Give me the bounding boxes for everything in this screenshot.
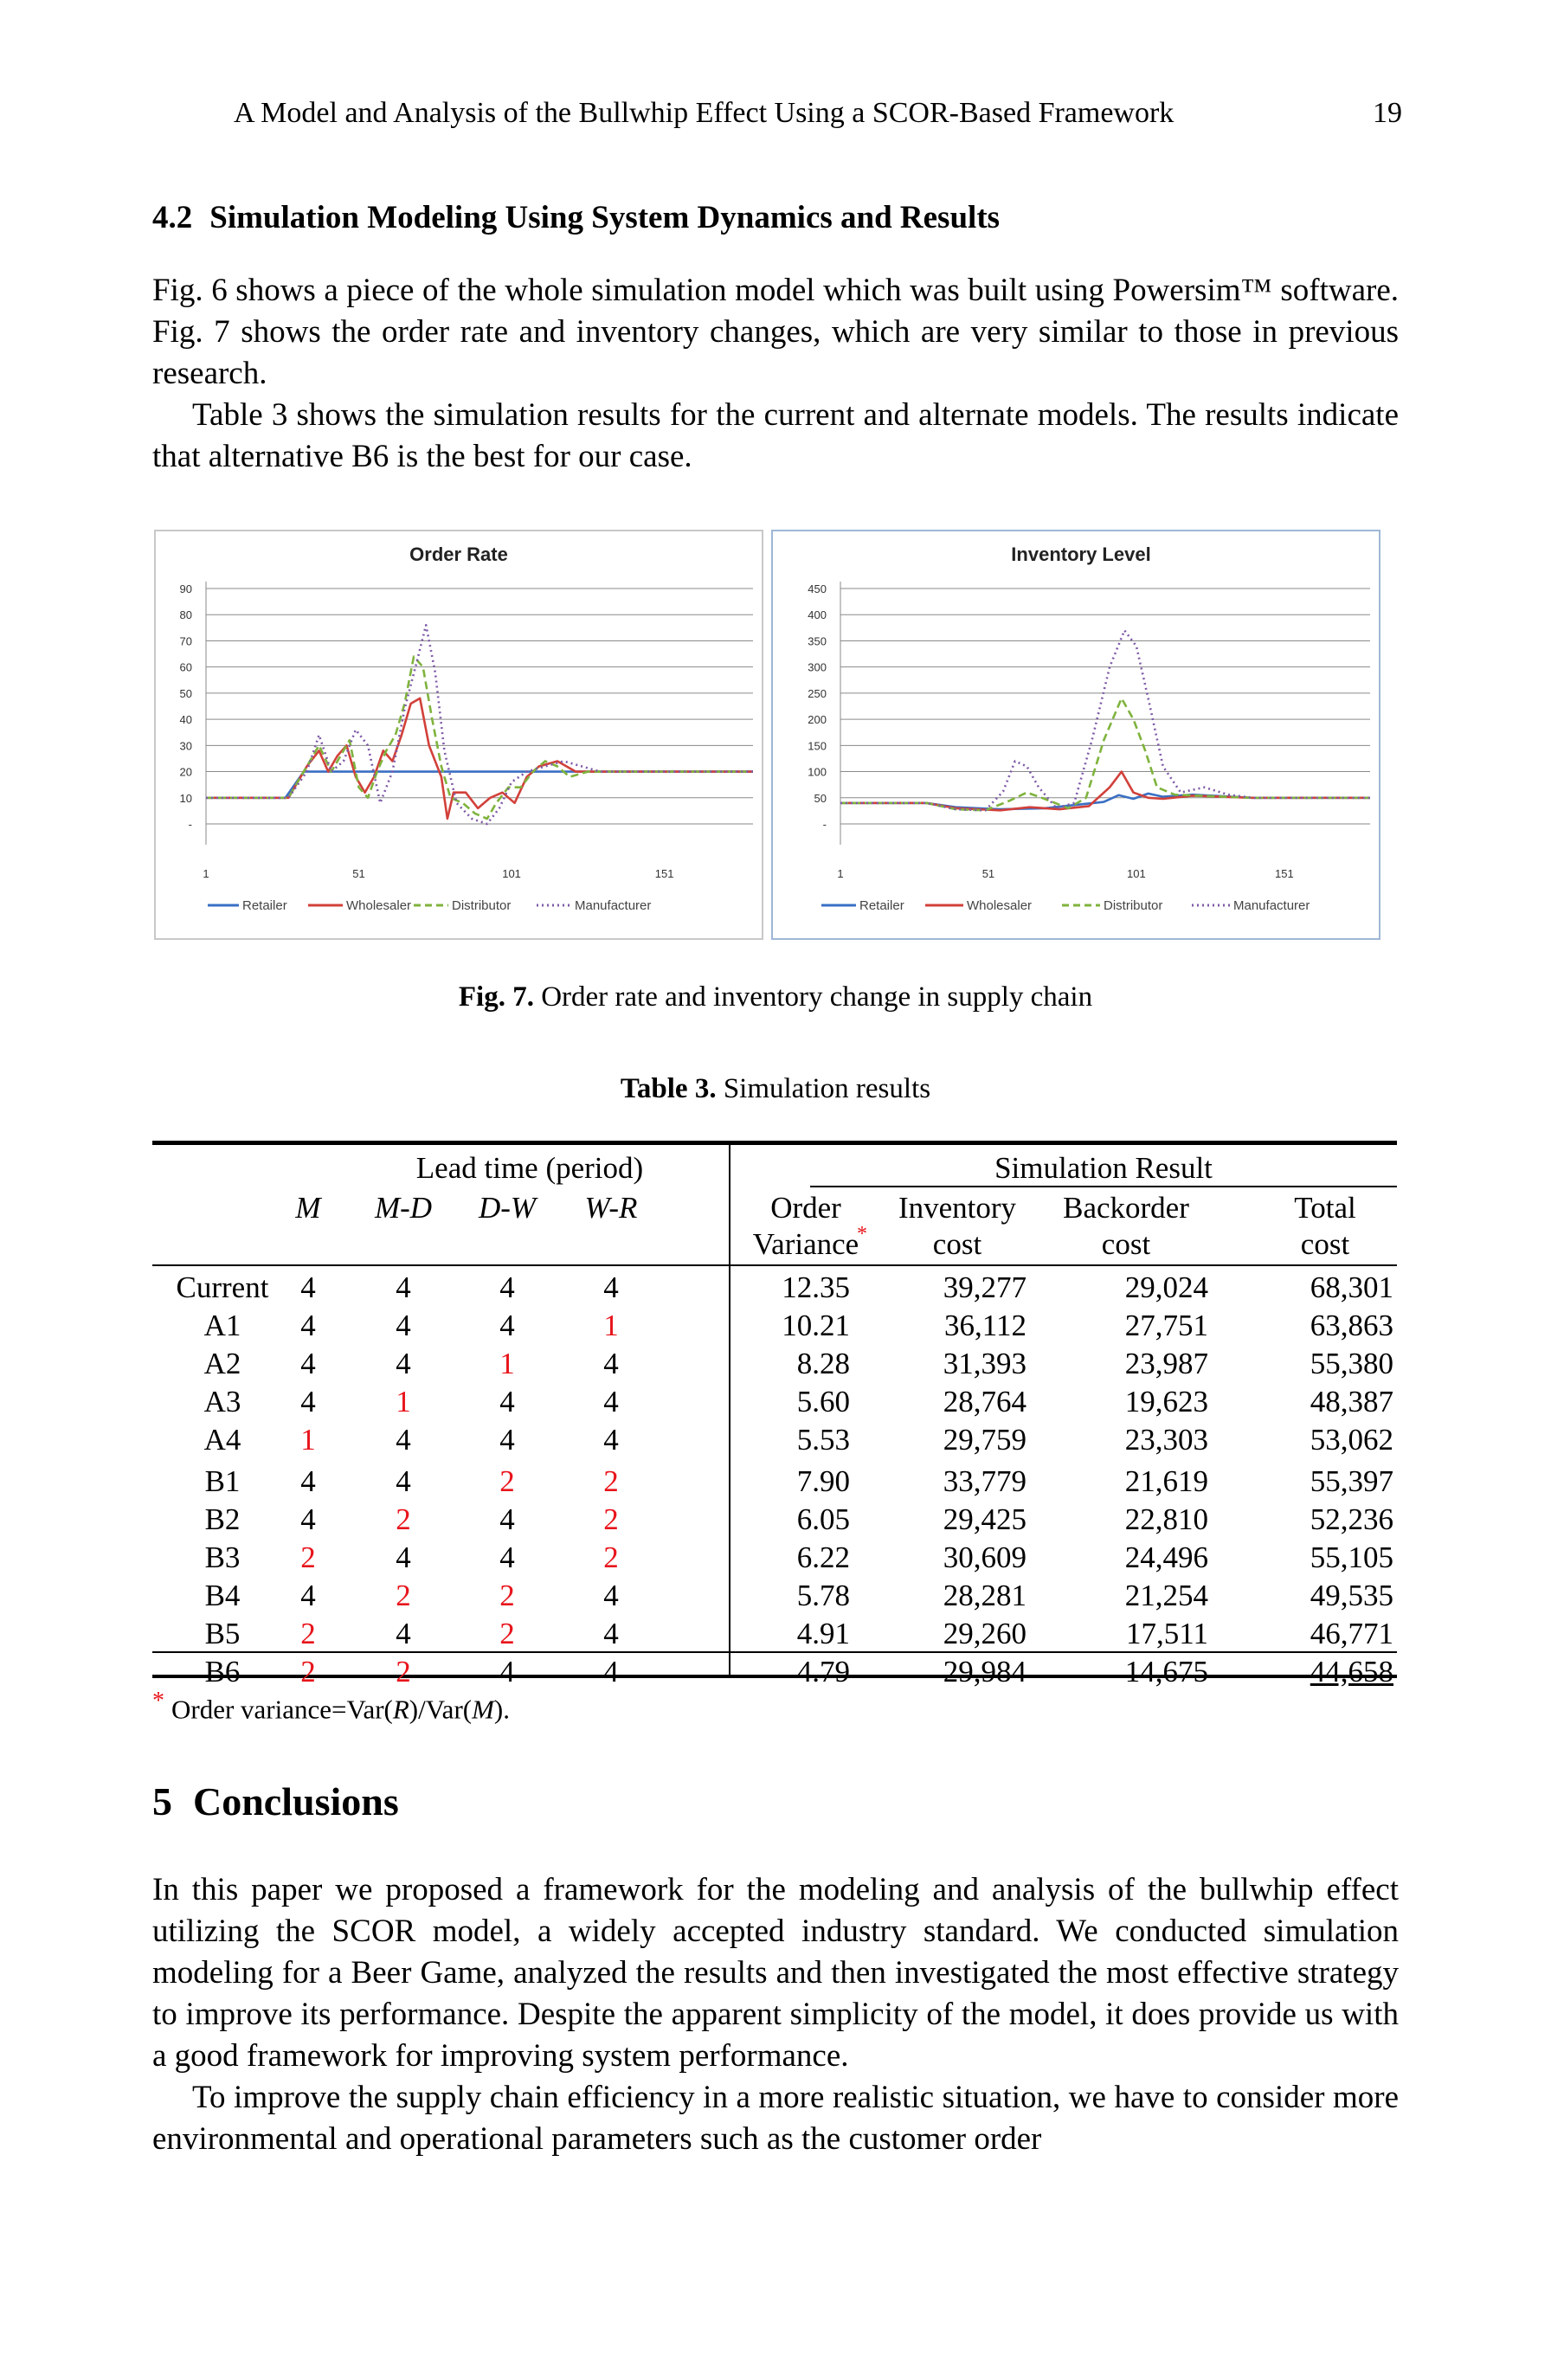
row-label: A4 bbox=[203, 1423, 241, 1457]
row-label: B2 bbox=[204, 1502, 241, 1536]
backorder-cost: 21,619 bbox=[1124, 1464, 1208, 1498]
x-tick-label: 51 bbox=[352, 867, 365, 880]
order-rate-chart-svg bbox=[156, 531, 762, 938]
lead-time-md: 4 bbox=[396, 1270, 411, 1304]
y-tick-label: 40 bbox=[179, 713, 192, 727]
lead-time-md: 1 bbox=[396, 1385, 411, 1418]
lead-time-dw: 4 bbox=[499, 1655, 515, 1689]
group-header-simulation: Simulation Result bbox=[994, 1151, 1213, 1185]
series-line-wholesaler bbox=[206, 698, 753, 819]
y-tick-label: 20 bbox=[179, 765, 192, 779]
x-tick-label: 151 bbox=[654, 867, 674, 880]
inventory-cost: 29,759 bbox=[943, 1423, 1026, 1457]
lead-time-wr: 1 bbox=[603, 1309, 619, 1342]
table-caption-text: Simulation results bbox=[723, 1073, 931, 1104]
col-header-order-1: Order bbox=[770, 1191, 841, 1225]
inventory-cost: 29,425 bbox=[943, 1502, 1026, 1536]
lead-time-dw: 2 bbox=[499, 1617, 515, 1650]
x-tick-label: 101 bbox=[1127, 867, 1146, 880]
lead-time-md: 4 bbox=[396, 1617, 411, 1650]
lead-time-wr: 4 bbox=[603, 1423, 619, 1457]
inventory-cost: 39,277 bbox=[943, 1270, 1026, 1304]
col-header-total-2: cost bbox=[1300, 1227, 1350, 1261]
x-tick-label: 51 bbox=[981, 867, 995, 880]
table-column-divider bbox=[729, 1145, 730, 1676]
backorder-cost: 22,810 bbox=[1124, 1502, 1208, 1536]
y-tick-label: 450 bbox=[808, 582, 827, 595]
lead-time-m: 4 bbox=[300, 1464, 316, 1498]
y-tick-label: 400 bbox=[808, 608, 827, 622]
lead-time-wr: 2 bbox=[603, 1464, 619, 1498]
legend-label-retailer: Retailer bbox=[859, 898, 904, 913]
chart-title: Order Rate bbox=[409, 544, 508, 565]
order-variance: 12.35 bbox=[782, 1270, 850, 1304]
table-footnote bbox=[152, 1688, 510, 1725]
x-tick-label: 151 bbox=[1274, 867, 1294, 880]
backorder-cost: 29,024 bbox=[1124, 1270, 1208, 1304]
order-variance: 6.22 bbox=[796, 1541, 850, 1574]
chart-title: Inventory Level bbox=[1011, 544, 1151, 565]
order-variance: 10.21 bbox=[782, 1309, 850, 1342]
row-label: B6 bbox=[204, 1655, 241, 1689]
row-label: A3 bbox=[203, 1385, 241, 1418]
y-tick-label: 150 bbox=[808, 739, 827, 753]
legend-label-retailer: Retailer bbox=[242, 898, 287, 913]
lead-time-dw: 4 bbox=[499, 1423, 515, 1457]
lead-time-dw: 4 bbox=[499, 1502, 515, 1536]
y-tick-label: 30 bbox=[179, 739, 192, 753]
lead-time-wr: 2 bbox=[603, 1502, 619, 1536]
order-variance: 5.78 bbox=[796, 1579, 850, 1612]
lead-time-wr: 4 bbox=[603, 1347, 619, 1380]
backorder-cost: 23,303 bbox=[1124, 1423, 1208, 1457]
backorder-cost: 14,675 bbox=[1124, 1655, 1208, 1689]
series-line-wholesaler bbox=[840, 772, 1370, 811]
inventory-level-chart bbox=[771, 530, 1380, 940]
order-variance: 4.91 bbox=[796, 1617, 850, 1650]
backorder-cost: 27,751 bbox=[1124, 1309, 1208, 1342]
figure-caption bbox=[152, 981, 1399, 1013]
y-tick-label: 50 bbox=[179, 686, 192, 700]
inventory-cost: 33,779 bbox=[943, 1464, 1026, 1498]
section-title: Simulation Modeling Using System Dynamics and Results bbox=[209, 200, 1001, 235]
inventory-cost: 31,393 bbox=[943, 1347, 1026, 1380]
section-title: Conclusions bbox=[193, 1779, 399, 1824]
order-variance: 8.28 bbox=[796, 1347, 850, 1380]
backorder-cost: 23,987 bbox=[1124, 1347, 1208, 1380]
y-tick-label: 250 bbox=[808, 686, 827, 700]
y-tick-label: 200 bbox=[808, 713, 827, 727]
inventory-cost: 36,112 bbox=[944, 1309, 1026, 1342]
inventory-cost: 28,281 bbox=[943, 1579, 1026, 1612]
legend-label-distributor: Distributor bbox=[452, 898, 512, 913]
order-variance: 5.53 bbox=[796, 1423, 850, 1457]
order-variance: 4.79 bbox=[796, 1655, 850, 1689]
section-number: 5 bbox=[152, 1779, 172, 1824]
simulation-results-table bbox=[152, 1141, 1397, 1689]
lead-time-m: 4 bbox=[300, 1579, 316, 1612]
y-tick-label: 90 bbox=[179, 582, 192, 595]
lead-time-wr: 4 bbox=[603, 1655, 619, 1689]
total-cost: 46,771 bbox=[1310, 1617, 1393, 1650]
lead-time-m: 4 bbox=[300, 1347, 316, 1380]
y-tick-label: 50 bbox=[814, 791, 827, 805]
row-label: A2 bbox=[203, 1347, 241, 1380]
paragraph: In this paper we proposed a framework for the modeling and analysis of the bullwhip effect utilizing the SCOR model, a widely accepted industry standard. We conducted simulation modeling for a Beer Game, analyzed the results and then investigated the most effective strategy to improve its performance. Despite the apparent simplicity of the model, it does provide us with a good framework for improving system performance. bbox=[152, 1872, 1399, 2074]
conclusions-body bbox=[152, 1869, 1399, 2160]
running-title: A Model and Analysis of the Bullwhip Effect Using a SCOR-Based Framework bbox=[234, 97, 1175, 129]
lead-time-m: 4 bbox=[300, 1309, 316, 1342]
table-header-rule bbox=[152, 1264, 1397, 1266]
total-cost: 55,397 bbox=[1310, 1464, 1393, 1498]
inventory-cost: 29,984 bbox=[943, 1655, 1026, 1689]
series-line-retailer bbox=[840, 794, 1370, 809]
y-tick-label: - bbox=[188, 818, 192, 831]
lead-time-dw: 1 bbox=[499, 1347, 515, 1380]
lead-time-dw: 4 bbox=[499, 1270, 515, 1304]
lead-time-md: 4 bbox=[396, 1309, 411, 1342]
paragraph: Fig. 6 shows a piece of the whole simulation model which was built using Powersim™ software. Fig. 7 shows the order rate and inventory changes, which are very similar to those in previous research. bbox=[152, 273, 1399, 391]
legend-label-wholesaler: Wholesaler bbox=[967, 898, 1033, 913]
footnote-text-2: )/Var( bbox=[409, 1694, 473, 1725]
y-tick-label: - bbox=[822, 818, 827, 831]
footnote-var-r: R bbox=[392, 1694, 409, 1725]
paragraph: Table 3 shows the simulation results for the current and alternate models. The results indicate that alternative B6 is the best for our case. bbox=[152, 397, 1399, 474]
total-cost: 53,062 bbox=[1310, 1423, 1393, 1457]
lead-time-md: 4 bbox=[396, 1347, 411, 1380]
lead-time-dw: 2 bbox=[499, 1579, 515, 1612]
lead-time-m: 4 bbox=[300, 1502, 316, 1536]
lead-time-md: 2 bbox=[396, 1579, 411, 1612]
lead-time-m: 2 bbox=[300, 1541, 316, 1574]
order-rate-chart bbox=[154, 530, 763, 940]
backorder-cost: 24,496 bbox=[1124, 1541, 1208, 1574]
section-4-2-body bbox=[152, 270, 1399, 478]
lead-time-md: 4 bbox=[396, 1541, 411, 1574]
y-tick-label: 350 bbox=[808, 634, 827, 648]
x-tick-label: 1 bbox=[837, 867, 844, 880]
col-header-total-1: Total bbox=[1294, 1191, 1356, 1225]
x-tick-label: 1 bbox=[203, 867, 209, 880]
row-label: B3 bbox=[204, 1541, 241, 1574]
lead-time-md: 4 bbox=[396, 1423, 411, 1457]
series-line-distributor bbox=[840, 698, 1370, 810]
order-variance: 5.60 bbox=[796, 1385, 850, 1418]
lead-time-wr: 4 bbox=[603, 1385, 619, 1418]
section-heading-4-2 bbox=[152, 199, 1000, 236]
figure-caption-text: Order rate and inventory change in supply chain bbox=[541, 981, 1093, 1013]
total-cost: 55,380 bbox=[1310, 1347, 1393, 1380]
variance-footnote-star: * bbox=[857, 1223, 867, 1245]
total-cost: 44,658 bbox=[1310, 1655, 1393, 1689]
series-line-retailer bbox=[206, 772, 753, 798]
y-tick-label: 80 bbox=[179, 608, 192, 622]
total-cost: 49,535 bbox=[1310, 1579, 1393, 1612]
total-cost: 55,105 bbox=[1310, 1541, 1393, 1574]
inventory-cost: 28,764 bbox=[943, 1385, 1026, 1418]
col-header-dw: D-W bbox=[478, 1191, 537, 1225]
row-label: A1 bbox=[203, 1309, 241, 1342]
page-number: 19 bbox=[1373, 97, 1402, 129]
footnote-var-m: M bbox=[472, 1694, 494, 1725]
row-label: B1 bbox=[204, 1464, 241, 1498]
col-header-inv-2: cost bbox=[932, 1227, 982, 1261]
table-top-rule bbox=[152, 1141, 1397, 1145]
total-cost: 48,387 bbox=[1310, 1385, 1393, 1418]
legend-label-distributor: Distributor bbox=[1104, 898, 1163, 913]
inventory-level-chart-svg bbox=[773, 531, 1379, 938]
footnote-text-1: Order variance=Var( bbox=[171, 1694, 393, 1725]
lead-time-m: 4 bbox=[300, 1270, 316, 1304]
legend-label-manufacturer: Manufacturer bbox=[1233, 898, 1310, 913]
group-header-lead-time: Lead time (period) bbox=[415, 1151, 644, 1185]
legend-label-manufacturer: Manufacturer bbox=[575, 898, 652, 913]
lead-time-dw: 4 bbox=[499, 1385, 515, 1418]
x-tick-label: 101 bbox=[502, 867, 521, 880]
section-heading-5 bbox=[152, 1779, 399, 1824]
lead-time-md: 2 bbox=[396, 1502, 411, 1536]
figure-label: Fig. 7. bbox=[458, 981, 534, 1013]
total-cost: 68,301 bbox=[1310, 1270, 1393, 1304]
y-tick-label: 100 bbox=[808, 765, 827, 779]
total-cost: 52,236 bbox=[1310, 1502, 1393, 1536]
lead-time-wr: 4 bbox=[603, 1617, 619, 1650]
lead-time-m: 2 bbox=[300, 1655, 316, 1689]
lead-time-md: 2 bbox=[396, 1655, 411, 1689]
order-variance: 7.90 bbox=[796, 1464, 850, 1498]
lead-time-md: 4 bbox=[396, 1464, 411, 1498]
col-header-back-2: cost bbox=[1101, 1227, 1151, 1261]
col-header-m: M bbox=[295, 1191, 321, 1225]
section-number: 4.2 bbox=[152, 200, 193, 235]
col-header-order-2: Variance bbox=[752, 1227, 859, 1261]
total-cost: 63,863 bbox=[1310, 1309, 1393, 1342]
table-label: Table 3. bbox=[620, 1073, 717, 1104]
col-header-inv-1: Inventory bbox=[898, 1191, 1017, 1225]
y-tick-label: 70 bbox=[179, 634, 192, 648]
lead-time-wr: 4 bbox=[603, 1270, 619, 1304]
lead-time-wr: 2 bbox=[603, 1541, 619, 1574]
order-variance: 6.05 bbox=[796, 1502, 850, 1536]
backorder-cost: 17,511 bbox=[1126, 1617, 1208, 1650]
backorder-cost: 21,254 bbox=[1124, 1579, 1208, 1612]
col-header-md: M-D bbox=[374, 1191, 433, 1225]
table-caption bbox=[152, 1073, 1399, 1105]
row-label: Current bbox=[176, 1270, 269, 1304]
row-label: B4 bbox=[204, 1579, 241, 1612]
lead-time-wr: 4 bbox=[603, 1579, 619, 1612]
row-label: B5 bbox=[204, 1617, 241, 1650]
footnote-text-3: ). bbox=[493, 1694, 510, 1725]
lead-time-m: 1 bbox=[300, 1423, 316, 1457]
lead-time-m: 4 bbox=[300, 1385, 316, 1418]
col-header-back-1: Backorder bbox=[1063, 1191, 1189, 1225]
lead-time-dw: 4 bbox=[499, 1309, 515, 1342]
backorder-cost: 19,623 bbox=[1124, 1385, 1208, 1418]
footnote-star: * bbox=[152, 1688, 164, 1714]
y-tick-label: 60 bbox=[179, 660, 192, 674]
y-tick-label: 300 bbox=[808, 660, 827, 674]
y-tick-label: 10 bbox=[179, 791, 192, 805]
legend-label-wholesaler: Wholesaler bbox=[346, 898, 412, 913]
series-line-manufacturer bbox=[840, 630, 1370, 810]
col-header-wr: W-R bbox=[584, 1191, 638, 1225]
lead-time-m: 2 bbox=[300, 1617, 316, 1650]
inventory-cost: 30,609 bbox=[943, 1541, 1026, 1574]
inventory-cost: 29,260 bbox=[943, 1617, 1026, 1650]
paragraph: To improve the supply chain efficiency in a more realistic situation, we have to consider more environmental and operational parameters such as the customer order bbox=[152, 2080, 1399, 2157]
lead-time-dw: 2 bbox=[499, 1464, 515, 1498]
lead-time-dw: 4 bbox=[499, 1541, 515, 1574]
